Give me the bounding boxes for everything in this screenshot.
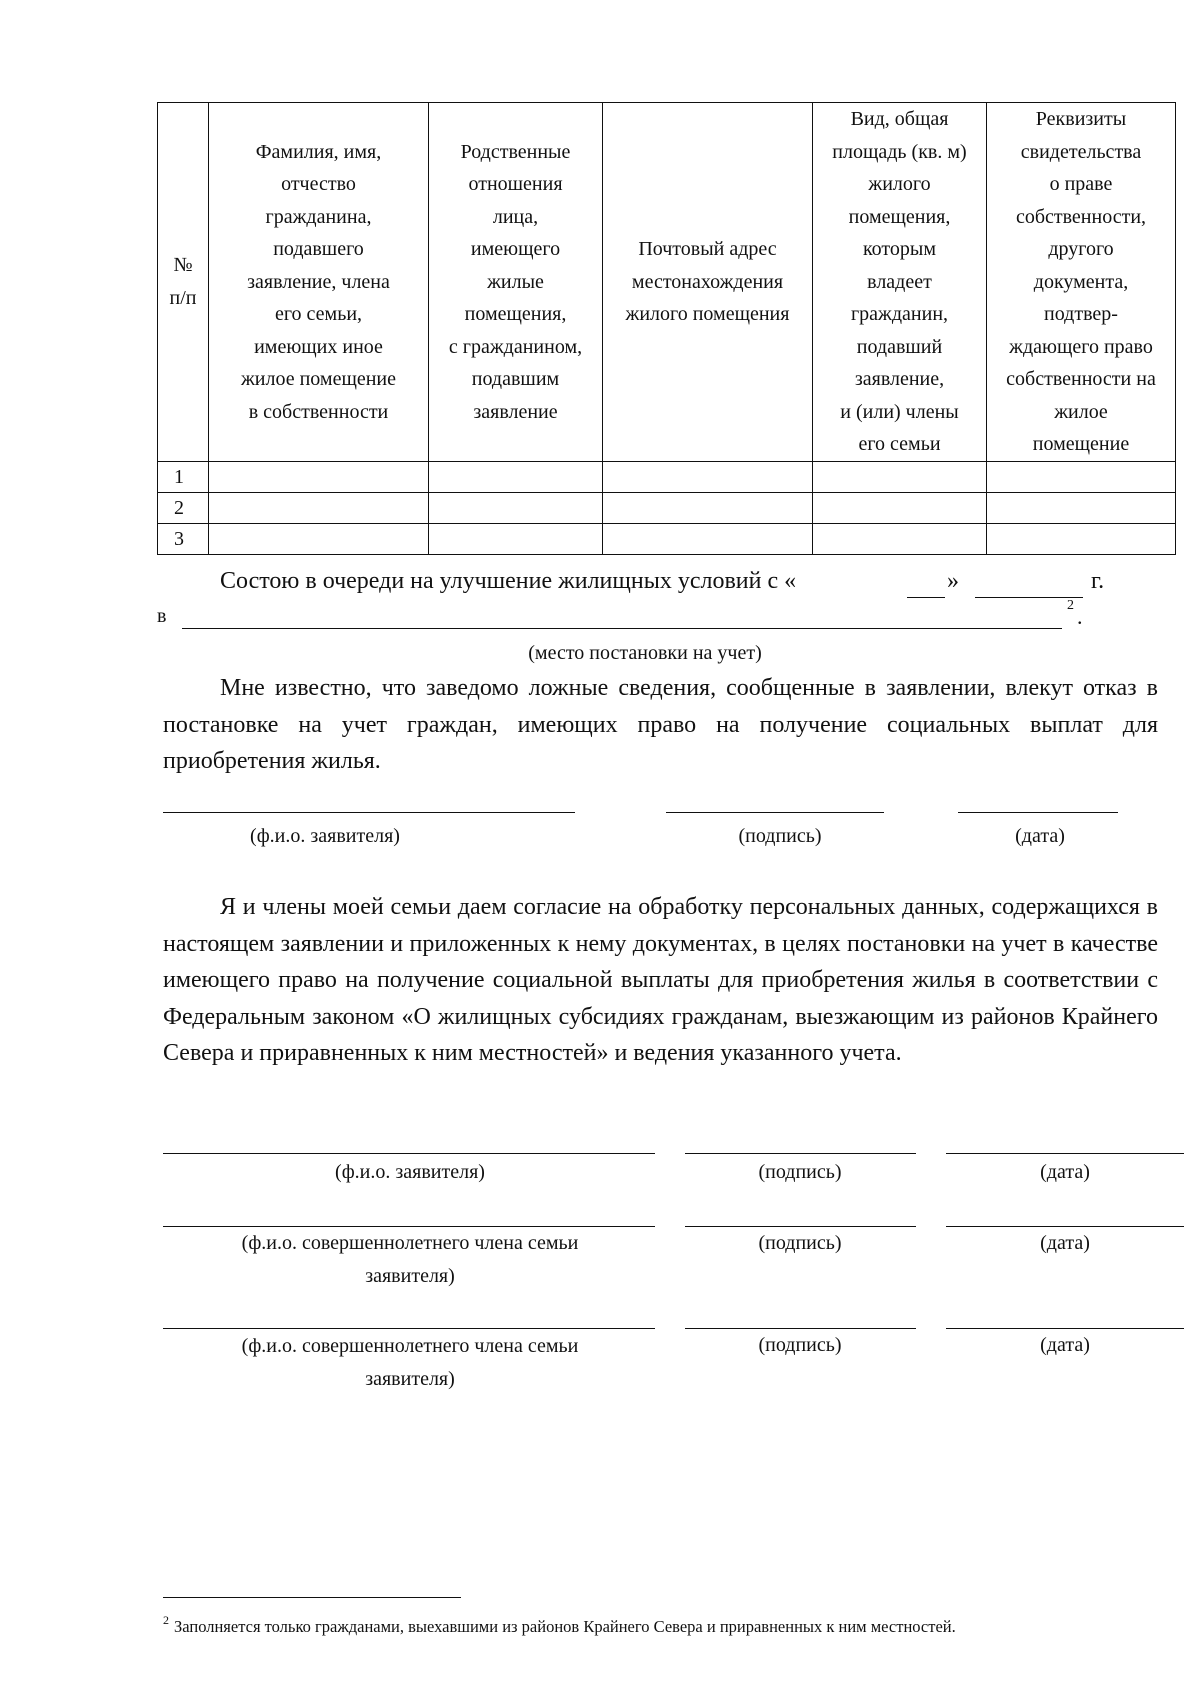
date-caption: (дата)	[1015, 825, 1065, 847]
table-cell[interactable]	[209, 523, 429, 554]
signature-line[interactable]	[666, 812, 884, 813]
table-cell[interactable]	[603, 461, 813, 492]
fio-caption: (ф.и.о. заявителя)	[250, 825, 400, 847]
footnote-text: Заполняется только гражданами, выехавшими из районов Крайнего Севера и приравненных к ним местностей.	[174, 1617, 956, 1636]
signature-caption: (подпись)	[758, 1161, 842, 1183]
queue-day-blank[interactable]	[907, 597, 945, 598]
table-row	[158, 461, 1176, 492]
place-caption: (место постановки на учет)	[528, 642, 762, 664]
property-table	[157, 102, 1176, 555]
warning-paragraph	[163, 670, 1158, 780]
fio-line[interactable]	[163, 1328, 655, 1329]
row-number: 1	[158, 461, 209, 492]
date-line[interactable]	[946, 1153, 1184, 1154]
signature-line[interactable]	[685, 1226, 916, 1227]
fio-caption: (ф.и.о. совершеннолетнего члена семьи заявителя)	[241, 1335, 579, 1390]
place-end: .	[1077, 604, 1083, 629]
col-requisites-header: Реквизиты свидетельства о праве собственности, другого документа, подтвер- ждающего право собственности на жилое помещение	[987, 103, 1176, 462]
table-cell[interactable]	[209, 492, 429, 523]
col-number-header: № п/п	[158, 103, 209, 462]
col-area-header: Вид, общая площадь (кв. м) жилого помещения, которым владеет гражданин, подавший заявление, и (или) члены его семьи	[813, 103, 987, 462]
table-cell[interactable]	[987, 461, 1176, 492]
footnote-mark: 2	[163, 1613, 169, 1627]
table-cell[interactable]	[429, 492, 603, 523]
table-cell[interactable]	[987, 492, 1176, 523]
row-number: 2	[158, 492, 209, 523]
table-cell[interactable]	[813, 461, 987, 492]
fio-line[interactable]	[163, 812, 575, 813]
table-cell[interactable]	[429, 461, 603, 492]
consent-paragraph	[163, 889, 1158, 1072]
date-line[interactable]	[946, 1226, 1184, 1227]
date-caption: (дата)	[1040, 1334, 1090, 1356]
footnote-separator	[163, 1597, 461, 1598]
col-address-header: Почтовый адрес местонахождения жилого помещения	[603, 103, 813, 462]
signature-caption: (подпись)	[758, 1334, 842, 1356]
col-relation-header: Родственные отношения лица, имеющего жилые помещения, с гражданином, подавшим заявление	[429, 103, 603, 462]
row-number: 3	[158, 523, 209, 554]
queue-text: Состою в очереди на улучшение жилищных условий с «	[220, 568, 797, 594]
warning-text: Мне известно, что заведомо ложные сведения, сообщенные в заявлении, влекут отказ в постановке на учет граждан, имеющих право на получение социальных выплат для приобретения жилья.	[163, 675, 1158, 775]
table-cell[interactable]	[813, 523, 987, 554]
signature-line[interactable]	[685, 1328, 916, 1329]
table-cell[interactable]	[603, 523, 813, 554]
table-row	[158, 492, 1176, 523]
consent-text: Я и члены моей семьи даем согласие на обработку персональных данных, содержащихся в настоящем заявлении и приложенных к нему документах, в целях постановки на учет в качестве имеющего право на получение социальной выплаты для приобретения жилья в соответствии с Федеральным законом «О жилищных субсидиях гражданам, выезжающим из районов Крайнего Севера и приравненных к ним местностей» и ведения указанного учета.	[163, 894, 1158, 1067]
fio-caption: (ф.и.о. заявителя)	[335, 1161, 485, 1183]
date-line[interactable]	[946, 1328, 1184, 1329]
signature-caption: (подпись)	[758, 1232, 842, 1254]
queue-quote-close: »	[947, 568, 959, 594]
table-cell[interactable]	[603, 492, 813, 523]
table-row	[158, 523, 1176, 554]
col-fio-header: Фамилия, имя, отчество гражданина, подавшего заявление, члена его семьи, имеющих иное жилое помещение в собственности	[209, 103, 429, 462]
date-caption: (дата)	[1040, 1232, 1090, 1254]
table-cell[interactable]	[429, 523, 603, 554]
date-line[interactable]	[958, 812, 1118, 813]
fio-caption: (ф.и.о. совершеннолетнего члена семьи заявителя)	[241, 1232, 579, 1287]
fio-line[interactable]	[163, 1153, 655, 1154]
table-cell[interactable]	[209, 461, 429, 492]
date-caption: (дата)	[1040, 1161, 1090, 1183]
queue-year-suffix: г.	[1091, 568, 1105, 594]
place-prefix: в	[157, 605, 167, 627]
place-blank[interactable]	[182, 628, 1062, 629]
signature-line[interactable]	[685, 1153, 916, 1154]
table-cell[interactable]	[987, 523, 1176, 554]
footnote-ref: 2	[1067, 598, 1074, 613]
table-header-row	[158, 103, 1176, 462]
table-cell[interactable]	[813, 492, 987, 523]
signature-caption: (подпись)	[738, 825, 822, 847]
